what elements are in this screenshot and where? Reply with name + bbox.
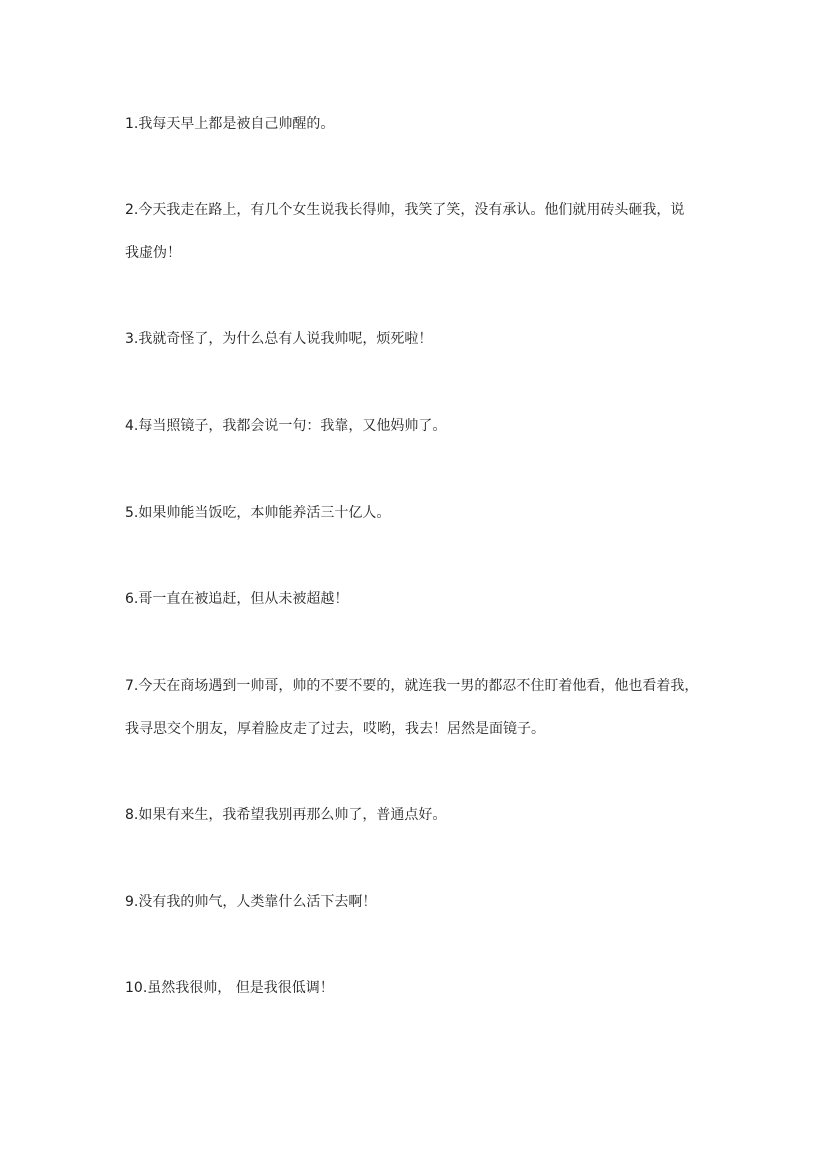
paragraph-6: 6.哥一直在被追赶，但从未被超越！ xyxy=(125,591,349,607)
paragraph-7-continued: 我寻思交个朋友，厚着脸皮走了过去，哎哟，我去！居然是面镜子。 xyxy=(125,721,545,737)
paragraph-1: 1.我每天早上都是被自己帅醒的。 xyxy=(125,116,335,132)
paragraph-7: 7.今天在商场遇到一帅哥，帅的不要不要的，就连我一男的都忍不住盯着他看，他也看着我， xyxy=(125,678,699,694)
paragraph-4: 4.每当照镜子，我都会说一句：我靠，又他妈帅了。 xyxy=(125,418,447,434)
paragraph-3: 3.我就奇怪了，为什么总有人说我帅呢，烦死啦！ xyxy=(125,331,433,347)
paragraph-2-continued: 我虚伪！ xyxy=(125,245,181,261)
paragraph-8: 8.如果有来生，我希望我别再那么帅了，普通点好。 xyxy=(125,807,447,823)
paragraph-2: 2.今天我走在路上，有几个女生说我长得帅，我笑了笑，没有承认。他们就用砖头砸我，说 xyxy=(125,202,685,218)
paragraph-9: 9.没有我的帅气，人类靠什么活下去啊！ xyxy=(125,894,377,910)
paragraph-10: 10.虽然我很帅， 但是我很低调！ xyxy=(125,980,334,996)
paragraph-5: 5.如果帅能当饭吃，本帅能养活三十亿人。 xyxy=(125,505,391,521)
